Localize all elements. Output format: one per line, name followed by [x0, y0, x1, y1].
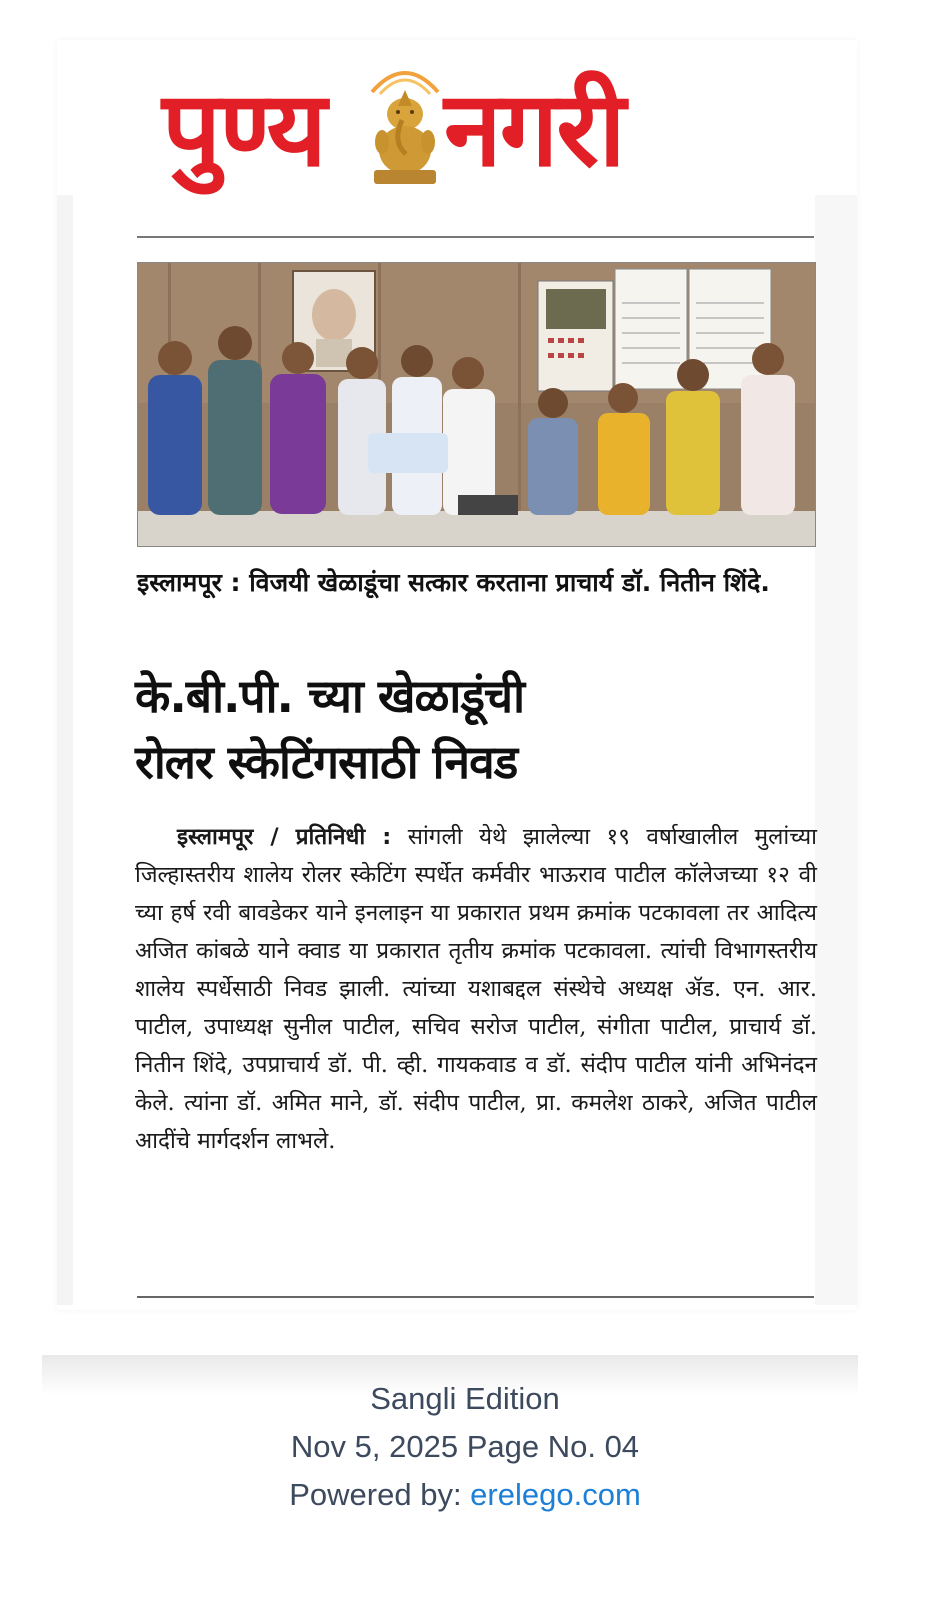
powered-by-link[interactable]: erelego.com: [470, 1477, 641, 1512]
logo-word-right: नगरी: [444, 68, 624, 190]
news-photo: [137, 262, 816, 547]
headline-line-2: रोलर स्केटिंगसाठी निवड: [135, 735, 518, 789]
bottom-divider: [137, 1296, 814, 1298]
edition-footer: [0, 1375, 930, 1519]
headline-line-1: के.बी.पी. च्या खेळाडूंची: [135, 669, 525, 723]
ganesha-icon: [362, 62, 448, 187]
logo-word-left: पुण्य: [162, 68, 325, 190]
article-body: [135, 818, 817, 1160]
article-body-text: सांगली येथे झालेल्या १९ वर्षाखालील मुलांच्या जिल्हास्तरीय शालेय रोलर स्केटिंग स्पर्धेत कर्मवीर भाऊराव पाटील कॉलेजच्या १२ वी च्या हर्ष रवी बावडेकर याने इनलाइन या प्रकारात प्रथम क्रमांक पटकावला तर आदित्य अजित कांबळे याने क्वाड या प्रकारात तृतीय क्रमांक पटकावला. त्यांची विभागस्तरीय शालेय स्पर्धेसाठी निवड झाली. त्यांच्या यशाबद्दल संस्थेचे अध्यक्ष ॲड. एन. आर. पाटील, उपाध्यक्ष सुनील पाटील, सचिव सरोज पाटील, संगीता पाटील, प्राचार्य डॉ. नितीन शिंदे, उपप्राचार्य डॉ. पी. व्ही. गायकवाड व डॉ. संदीप पाटील यांनी अभिनंदन केले. त्यांना डॉ. अमित माने, डॉ. संदीप पाटील, प्रा. कमलेश ठाकरे, अजित पाटील आदींचे मार्गदर्शन लाभले.: [135, 824, 817, 1154]
masthead-logo: [162, 62, 722, 212]
article-headline: [135, 663, 825, 795]
photo-caption: इस्लामपूर : विजयी खेळाडूंचा सत्कार करताना प्राचार्य डॉ. नितीन शिंदे.: [137, 568, 770, 597]
edition-name: Sangli Edition: [370, 1381, 560, 1416]
edition-date-page: Nov 5, 2025 Page No. 04: [290, 1429, 640, 1464]
group-photo-image: [138, 263, 815, 546]
top-divider: [137, 236, 814, 238]
article-dateline: इस्लामपूर / प्रतिनिधी :: [177, 824, 392, 850]
page-margin-left: [57, 195, 73, 1305]
powered-by: [0, 1471, 930, 1519]
powered-by-prefix: Powered by:: [289, 1477, 471, 1512]
